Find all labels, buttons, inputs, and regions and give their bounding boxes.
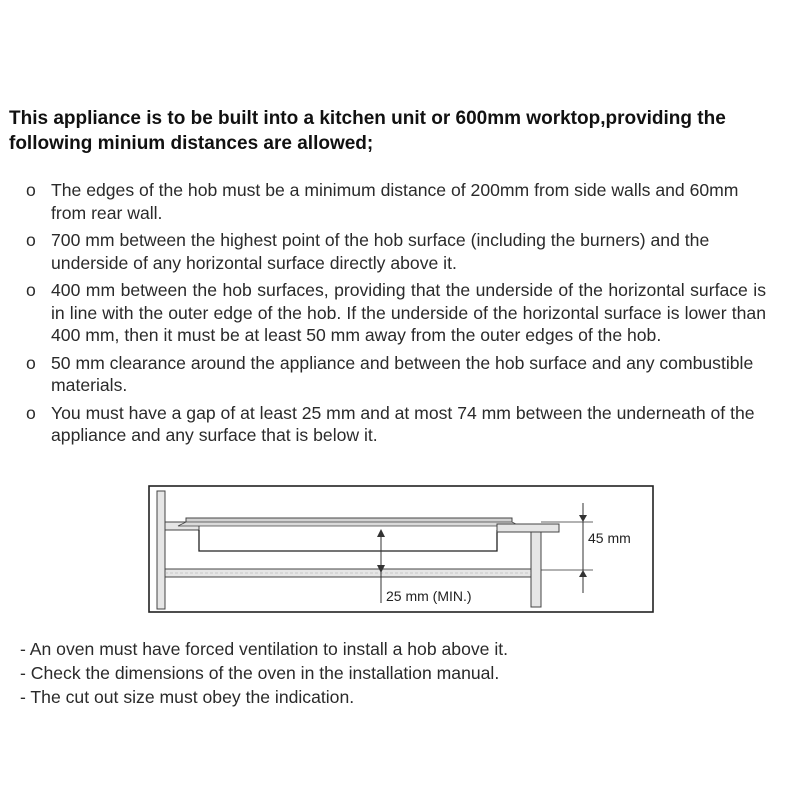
- requirement-text: 400 mm between the hob surfaces, providing that the underside of the horizontal surface is in line with the outer edge of the hob. If the underside of the horizontal surface is lower than 400 mm, then it must be at least 50 mm away from the outer edges of the hob.: [51, 280, 766, 345]
- hob-installation-diagram: [148, 485, 654, 613]
- note-item: - Check the dimensions of the oven in the installation manual.: [20, 663, 500, 683]
- right-support: [531, 532, 541, 607]
- requirement-item: [26, 229, 766, 274]
- bullet-marker: o: [26, 180, 36, 200]
- gap-label: 25 mm (MIN.): [386, 588, 472, 604]
- height-label: 45 mm: [588, 530, 631, 546]
- right-worktop: [497, 524, 559, 532]
- bullet-marker: o: [26, 402, 36, 423]
- bullet-marker: o: [26, 352, 36, 373]
- requirement-item: [26, 352, 766, 397]
- note-item: - The cut out size must obey the indication.: [20, 687, 355, 707]
- requirement-text: The edges of the hob must be a minimum distance of 200mm from side walls and 60mm from rear wall.: [51, 180, 739, 223]
- bullet-marker: o: [26, 230, 36, 250]
- note-item: - An oven must have forced ventilation to install a hob above it.: [20, 639, 509, 659]
- requirement-item: [26, 179, 766, 224]
- requirement-item: [26, 402, 766, 447]
- left-cabinet-wall: [157, 491, 165, 609]
- installation-heading: This appliance is to be built into a kitchen unit or 600mm worktop,providing the following minium distances are allowed;: [9, 108, 726, 154]
- requirement-text: 700 mm between the highest point of the hob surface (including the burners) and the underside of any horizontal surface directly above it.: [51, 230, 710, 273]
- requirement-item: [26, 279, 766, 347]
- bullet-marker: o: [26, 280, 36, 300]
- hob-flange: [178, 522, 520, 526]
- notes-list: [20, 637, 780, 709]
- requirement-text: You must have a gap of at least 25 mm and at most 74 mm between the underneath of the appliance and any surface that is below it.: [51, 402, 755, 445]
- requirement-text: 50 mm clearance around the appliance and between the hob surface and any combustible materials.: [51, 352, 754, 395]
- requirements-list: [26, 179, 766, 452]
